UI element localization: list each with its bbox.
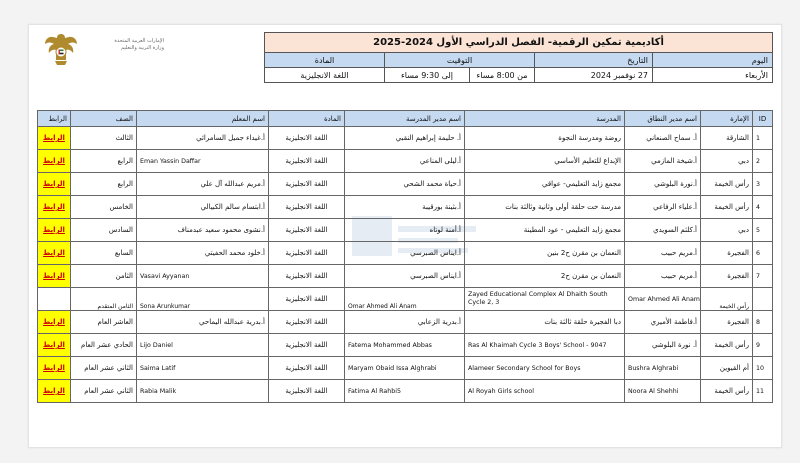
principal-cell: Fatema Mohammed Abbas — [345, 334, 465, 357]
table-row — [38, 219, 773, 242]
grade-cell: الثالث — [71, 127, 137, 150]
class-link[interactable]: الرابط — [43, 249, 65, 257]
col-header-grade: الصف — [71, 111, 137, 127]
class-link[interactable]: الرابط — [43, 134, 65, 142]
teacher-cell: أ.خلود محمد الحفيتي — [137, 242, 269, 265]
zone-manager-cell: أ.نورة البلوشي — [625, 173, 701, 196]
table-row — [38, 173, 773, 196]
col-header-emirate: الإمارة — [701, 111, 753, 127]
class-link[interactable]: الرابط — [43, 364, 65, 372]
emirate-cell: دبي — [701, 150, 753, 173]
link-cell[interactable] — [38, 150, 71, 173]
emirate-cell: الفجيرة — [701, 311, 753, 334]
zone-manager-cell: أ.علياء الرفاعي — [625, 196, 701, 219]
row-id: 9 — [753, 334, 773, 357]
subject-cell: اللغة الانجليزية — [269, 288, 345, 311]
zone-manager-cell: Noora Al Shehhi — [625, 380, 701, 403]
principal-cell: أ.ايناس الصبرسي — [345, 265, 465, 288]
row-id: 1 — [753, 127, 773, 150]
row-id — [753, 288, 773, 311]
table-row — [38, 334, 773, 357]
teacher-cell: أ.مريم عبدالله آل علي — [137, 173, 269, 196]
class-link[interactable]: الرابط — [43, 157, 65, 165]
school-cell: مجمع زايد التعليمي - عود المطينة — [465, 219, 625, 242]
subject-cell: اللغة الانجليزية — [269, 334, 345, 357]
emirate-cell: الشارقة — [701, 127, 753, 150]
col-header-zone-manager: اسم مدير النطاق — [625, 111, 701, 127]
col-header-id: ID — [753, 111, 773, 127]
grade-cell: الثامن — [71, 265, 137, 288]
col-header-subject: المادة — [269, 111, 345, 127]
zone-manager-cell: أ.مريم حبيب — [625, 242, 701, 265]
session-info-table — [264, 32, 773, 83]
class-link[interactable]: الرابط — [43, 318, 65, 326]
row-id: 3 — [753, 173, 773, 196]
class-link[interactable]: الرابط — [43, 387, 65, 395]
school-cell: روضة ومدرسة النجوة — [465, 127, 625, 150]
ministry-name — [84, 38, 164, 52]
grade-cell: الثاني عشر العام — [71, 380, 137, 403]
col-header-link: الرابط — [38, 111, 71, 127]
row-id: 10 — [753, 357, 773, 380]
subject-cell: اللغة الانجليزية — [269, 311, 345, 334]
grade-cell: الثاني عشر العام — [71, 357, 137, 380]
school-cell: مجمع زايد التعليمي- عواقي — [465, 173, 625, 196]
school-cell: النعمان بن مقرن ح2 بنين — [465, 242, 625, 265]
school-cell: Al Royah Girls school — [465, 380, 625, 403]
table-body — [38, 127, 773, 403]
row-id: 11 — [753, 380, 773, 403]
grade-cell: الخامس — [71, 196, 137, 219]
principal-cell: أ. حليمة إبراهيم النقبي — [345, 127, 465, 150]
subject-cell: اللغة الانجليزية — [269, 219, 345, 242]
emirate-cell: أم القيوين — [701, 357, 753, 380]
classes-table — [37, 110, 773, 403]
link-cell[interactable] — [38, 380, 71, 403]
zone-manager-cell: Bushra Alghrabi — [625, 357, 701, 380]
table-row — [38, 242, 773, 265]
emirate-cell: دبي — [701, 219, 753, 242]
uae-emblem-icon — [42, 30, 80, 70]
teacher-cell: Saima Latif — [137, 357, 269, 380]
link-cell[interactable] — [38, 127, 71, 150]
row-id: 2 — [753, 150, 773, 173]
time-from-value: من 8:00 مساء — [470, 68, 535, 83]
academy-title: أكاديمية تمكين الرقمية- الفصل الدراسي الأول 2024-2025 — [265, 33, 773, 53]
date-value: 27 نوفمبر 2024 — [535, 68, 653, 83]
link-cell — [38, 288, 71, 311]
row-id: 4 — [753, 196, 773, 219]
grade-cell: الحادي عشر العام — [71, 334, 137, 357]
school-cell: مدرسة خت حلقة أولى وثانية وثالثة بنات — [465, 196, 625, 219]
class-link[interactable]: الرابط — [43, 226, 65, 234]
day-label: اليوم — [653, 53, 773, 68]
time-to-value: إلى 9:30 مساء — [385, 68, 470, 83]
subject-cell: اللغة الانجليزية — [269, 380, 345, 403]
principal-cell: Omar Ahmed Ali Anam — [345, 288, 465, 311]
school-cell: الإبداع للتعليم الأساسي — [465, 150, 625, 173]
class-link[interactable]: الرابط — [43, 180, 65, 188]
subject-cell: اللغة الانجليزية — [269, 265, 345, 288]
subject-cell: اللغة الانجليزية — [269, 173, 345, 196]
emirate-cell: رأس الخيمة — [701, 173, 753, 196]
subject-cell: اللغة الانجليزية — [269, 150, 345, 173]
table-row — [38, 288, 773, 311]
grade-cell: السادس — [71, 219, 137, 242]
row-id: 8 — [753, 311, 773, 334]
zone-manager-cell: أ. نورة البلوشي — [625, 334, 701, 357]
time-label: التوقيت — [385, 53, 535, 68]
day-value: الأربعاء — [653, 68, 773, 83]
emirate-cell: الفجيرة — [701, 265, 753, 288]
emirate-cell: رأس الخيمة — [701, 288, 753, 311]
col-header-principal: اسم مدير المدرسة — [345, 111, 465, 127]
principal-cell: أ.ليلى المناعي — [345, 150, 465, 173]
table-row — [38, 127, 773, 150]
link-cell[interactable] — [38, 196, 71, 219]
teacher-cell: Lijo Daniel — [137, 334, 269, 357]
principal-cell: أ.بدرية الزعابي — [345, 311, 465, 334]
teacher-cell: أ.بدرية عبدالله اليماحي — [137, 311, 269, 334]
grade-cell: السابع — [71, 242, 137, 265]
row-id: 5 — [753, 219, 773, 242]
zone-manager-cell: أ.فاطمة الأميري — [625, 311, 701, 334]
table-header-row — [38, 111, 773, 127]
grade-cell: الرابع — [71, 150, 137, 173]
teacher-cell: Eman Yassin Daffar — [137, 150, 269, 173]
link-cell[interactable] — [38, 357, 71, 380]
subject-cell: اللغة الانجليزية — [269, 196, 345, 219]
teacher-cell: Vasavi Ayyanan — [137, 265, 269, 288]
grade-cell: الرابع — [71, 173, 137, 196]
teacher-cell: أ.نشوى محمود سعيد عبدمناف — [137, 219, 269, 242]
class-link[interactable]: الرابط — [43, 203, 65, 211]
grade-cell: العاشر العام — [71, 311, 137, 334]
teacher-cell: أ.ابتسام سالم الكبيالي — [137, 196, 269, 219]
principal-cell: أ.أمنة لوتاه — [345, 219, 465, 242]
emirate-cell: الفجيرة — [701, 242, 753, 265]
principal-cell: أ.ايناس الصبرسي — [345, 242, 465, 265]
school-cell: دبا الفجيرة حلقة ثالثة بنات — [465, 311, 625, 334]
teacher-cell: Sona Arunkumar — [137, 288, 269, 311]
emirate-cell: رأس الخيمة — [701, 380, 753, 403]
teacher-cell: Rabia Malik — [137, 380, 269, 403]
subject-label: المادة — [265, 53, 385, 68]
zone-manager-cell: أ.مريم حبيب — [625, 265, 701, 288]
table-row — [38, 196, 773, 219]
principal-cell: Fatima Al Rahbi5 — [345, 380, 465, 403]
subject-cell: اللغة الانجليزية — [269, 127, 345, 150]
principal-cell: أ.بثينة بورقيبة — [345, 196, 465, 219]
date-label: التاريخ — [535, 53, 653, 68]
table-row — [38, 265, 773, 288]
link-cell[interactable] — [38, 265, 71, 288]
table-row — [38, 357, 773, 380]
table-row — [38, 380, 773, 403]
ministry-line-1: الإمارات العربية المتحدة — [114, 38, 164, 44]
class-link[interactable]: الرابط — [43, 341, 65, 349]
emirate-cell: رأس الخيمة — [701, 334, 753, 357]
link-cell[interactable] — [38, 242, 71, 265]
principal-cell: Maryam Obaid Issa Alghrabi — [345, 357, 465, 380]
principal-cell: أ.حياة محمد الشحي — [345, 173, 465, 196]
school-cell: Ras Al Khaimah Cycle 3 Boys' School - 9047 — [465, 334, 625, 357]
grade-cell: الثامن المتقدم — [71, 288, 137, 311]
link-cell[interactable] — [38, 311, 71, 334]
subject-cell: اللغة الانجليزية — [269, 242, 345, 265]
ministry-line-2: وزارة التربية والتعليم — [121, 45, 164, 51]
link-cell[interactable] — [38, 173, 71, 196]
link-cell[interactable] — [38, 219, 71, 242]
school-cell: النعمان بن مقرن ح2 — [465, 265, 625, 288]
table-row — [38, 150, 773, 173]
zone-manager-cell: أ. سماح الصنعاني — [625, 127, 701, 150]
zone-manager-cell: Omar Ahmed Ali Anam — [625, 288, 701, 311]
row-id: 6 — [753, 242, 773, 265]
emirate-cell: رأس الخيمة — [701, 196, 753, 219]
school-cell: Zayed Educational Complex Al Dhaith South Cycle 2, 3 — [465, 288, 625, 311]
class-link[interactable]: الرابط — [43, 272, 65, 280]
col-header-teacher: اسم المعلم — [137, 111, 269, 127]
subject-value: اللغة الانجليزية — [265, 68, 385, 83]
col-header-school: المدرسة — [465, 111, 625, 127]
subject-cell: اللغة الانجليزية — [269, 357, 345, 380]
zone-manager-cell: أ.كلثم السويدي — [625, 219, 701, 242]
zone-manager-cell: أ.شيخة المازمي — [625, 150, 701, 173]
table-row — [38, 311, 773, 334]
teacher-cell: أ.غيداء جميل السامرائي — [137, 127, 269, 150]
link-cell[interactable] — [38, 334, 71, 357]
row-id: 7 — [753, 265, 773, 288]
school-cell: Alameer Secondary School for Boys — [465, 357, 625, 380]
